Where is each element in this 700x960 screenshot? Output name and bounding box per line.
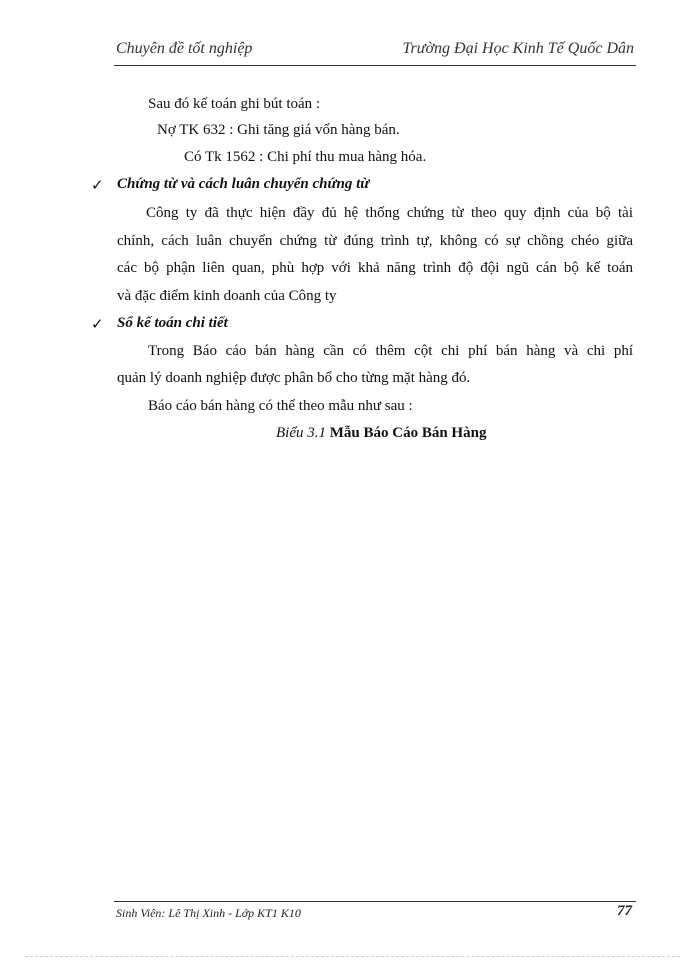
paragraph-line: và đặc điểm kinh doanh của Công ty xyxy=(117,288,337,304)
footer-author: Sinh Viên: Lê Thị Xinh - Lớp KT1 K10 xyxy=(116,906,301,920)
credit-entry: Có Tk 1562 : Chi phí thu mua hàng hóa. xyxy=(184,149,427,165)
debit-entry: Nợ TK 632 : Ghi tăng giá vốn hàng bán. xyxy=(157,122,400,138)
intro-line: Sau đó kế toán ghi bút toán : xyxy=(148,96,321,112)
header-left-text: Chuyên đề tốt nghiệp xyxy=(116,40,253,57)
paragraph-line: Báo cáo bán hàng có thể theo mẫu như sau : xyxy=(148,398,413,414)
header-right-text: Trường Đại Học Kinh Tế Quốc Dân xyxy=(402,40,634,57)
caption-label: Biểu 3.1 xyxy=(276,425,326,441)
paragraph-line: chính, cách luân chuyển chứng từ đúng trình tự, không có sự chồng chéo giữa xyxy=(117,233,633,249)
caption-title: Mẫu Báo Cáo Bán Hàng xyxy=(329,425,487,441)
checkmark-icon: ✓ xyxy=(91,176,104,194)
figure-caption xyxy=(276,425,486,442)
paragraph-line: Trong Báo cáo bán hàng cần có thêm cột chi phí bán hàng và chi phí xyxy=(148,343,633,359)
section-heading-ledger: Sổ kế toán chi tiết xyxy=(117,315,228,331)
header-rule xyxy=(114,65,636,66)
paragraph-line: các bộ phận liên quan, phù hợp với khả năng trình độ đội ngũ cán bộ kế toán xyxy=(117,260,633,276)
page-number: 77 xyxy=(617,903,632,919)
page-header xyxy=(114,40,636,64)
page-edge-divider xyxy=(25,956,680,957)
paragraph-line: Công ty đã thực hiện đầy đủ hệ thống chứng từ theo quy định của bộ tài xyxy=(146,205,633,221)
section-heading-documents: Chứng từ và cách luân chuyển chứng từ xyxy=(117,176,370,192)
paragraph-line: quản lý doanh nghiệp được phân bổ cho từng mặt hàng đó. xyxy=(117,370,471,386)
footer-rule xyxy=(114,901,636,902)
checkmark-icon: ✓ xyxy=(91,315,104,333)
